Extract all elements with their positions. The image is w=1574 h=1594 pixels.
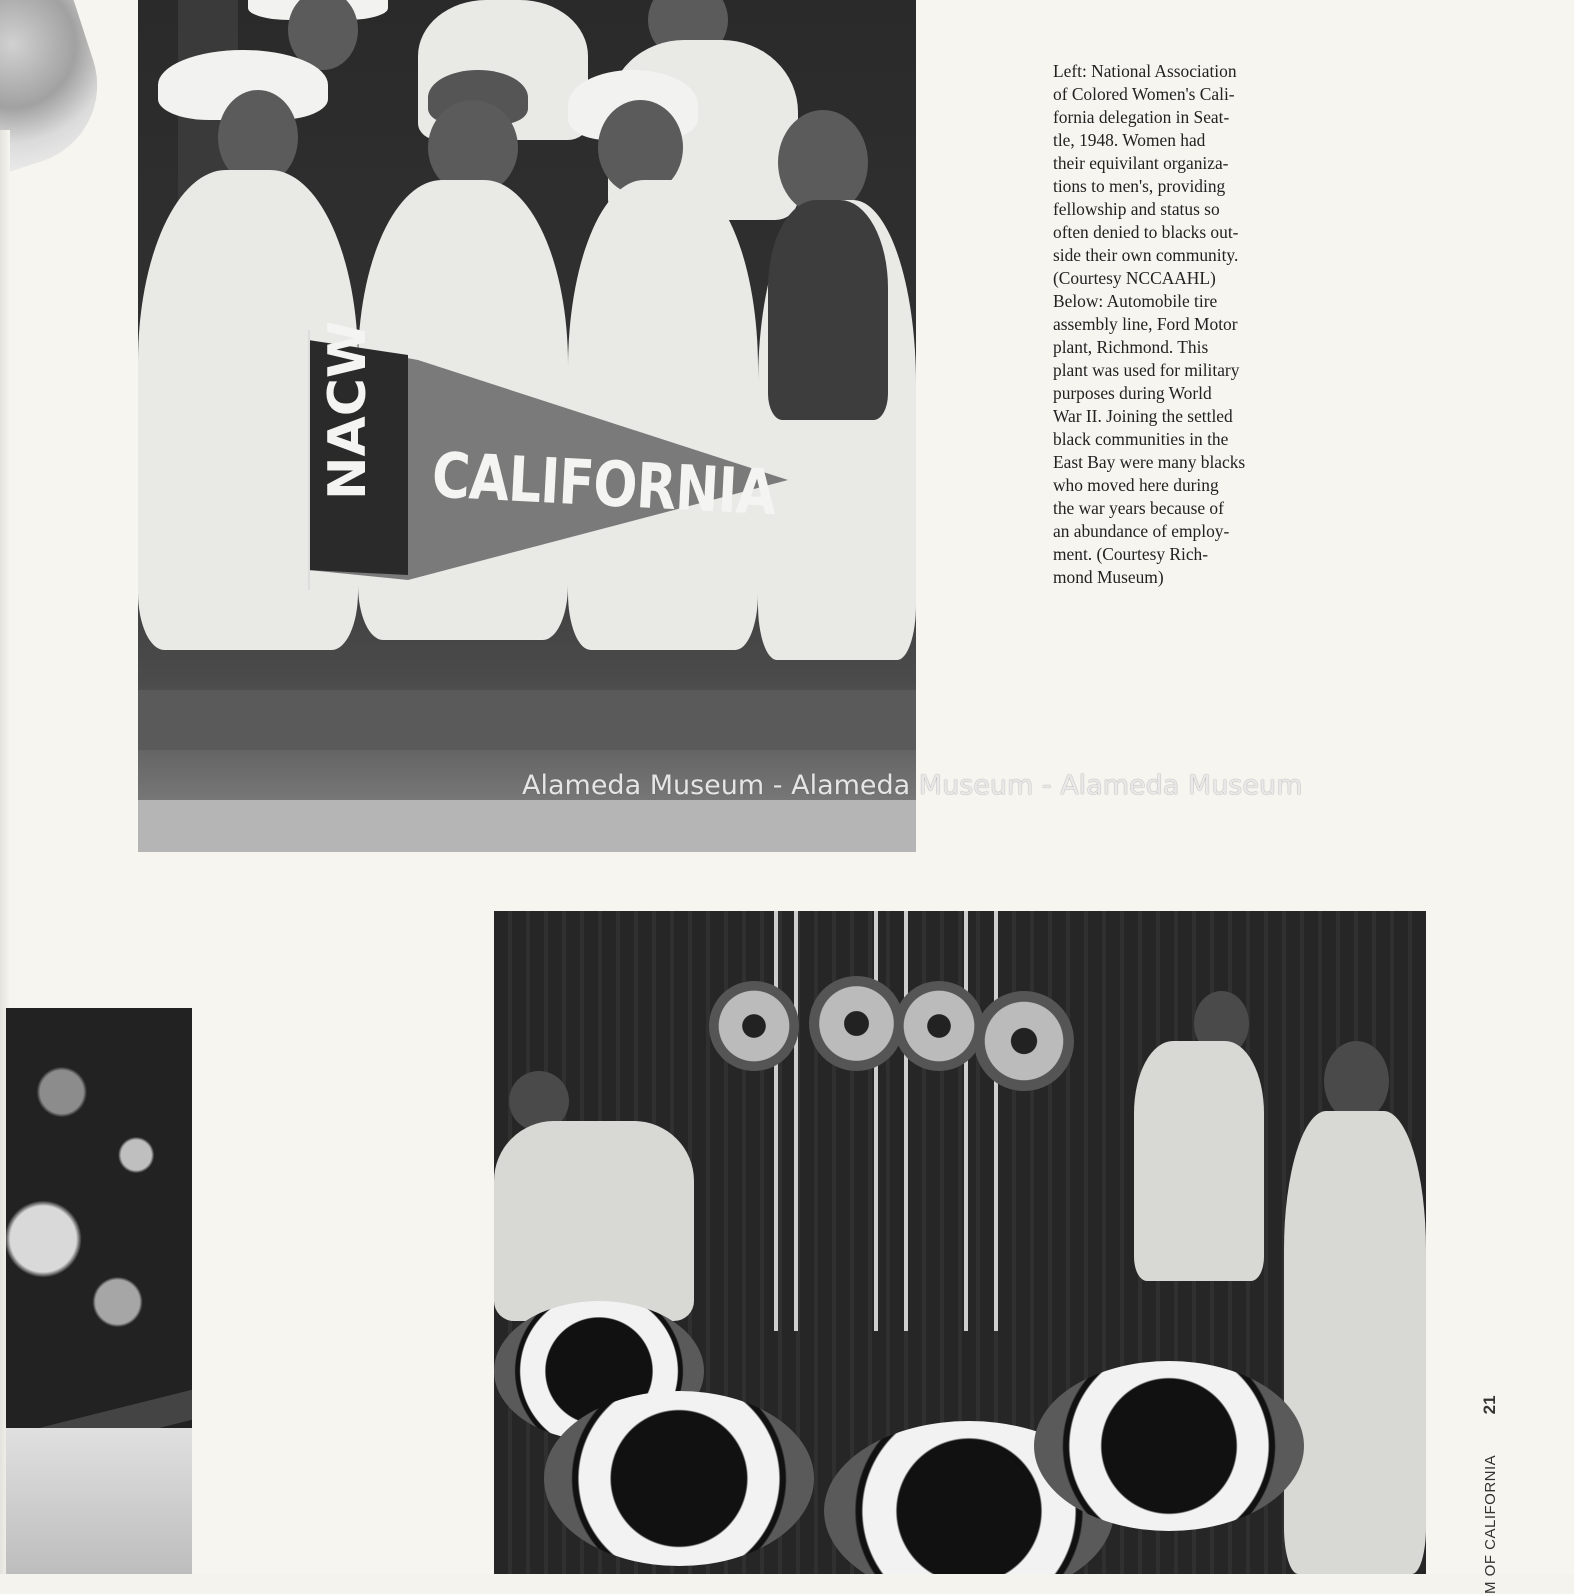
caption-line: East Bay were many blacks xyxy=(1053,452,1246,472)
worker xyxy=(1284,1111,1426,1574)
caption-line: their equivilant organiza- xyxy=(1053,153,1229,173)
caption-line: plant, Richmond. This xyxy=(1053,337,1209,357)
page-number: 21 xyxy=(1480,1395,1499,1415)
caption-line: plant was used for military xyxy=(1053,360,1240,380)
caption-line: War II. Joining the settled xyxy=(1053,406,1233,426)
caption-line: of Colored Women's Cali- xyxy=(1053,84,1235,104)
caption-line: assembly line, Ford Motor xyxy=(1053,314,1238,334)
caption-line: the war years because of xyxy=(1053,498,1224,518)
stair-step xyxy=(138,800,916,852)
pennant-side-label: NACW xyxy=(318,320,378,500)
photo-tire-assembly-line xyxy=(494,911,1426,1574)
caption-line: Left: National Association xyxy=(1053,61,1237,81)
rim xyxy=(974,991,1074,1091)
rim xyxy=(894,981,984,1071)
house-wall xyxy=(6,1428,192,1574)
caption-line: (Courtesy NCCAAHL) xyxy=(1053,268,1216,288)
worker xyxy=(1134,1041,1264,1281)
caption-line: black communities in the xyxy=(1053,429,1229,449)
caption-line: who moved here during xyxy=(1053,475,1219,495)
caption-line: tle, 1948. Women had xyxy=(1053,130,1206,150)
rim xyxy=(809,976,904,1071)
whitewall-tire xyxy=(1034,1361,1304,1531)
curled-page-corner xyxy=(0,0,118,174)
caption-line: an abundance of employ- xyxy=(1053,521,1230,541)
air-hose xyxy=(774,911,778,1331)
caption-line: ment. (Courtesy Rich- xyxy=(1053,544,1209,564)
caption-line: Below: Automobile tire xyxy=(1053,291,1218,311)
air-hose xyxy=(994,911,998,1331)
caption-line: mond Museum) xyxy=(1053,567,1164,587)
caption-line: purposes during World xyxy=(1053,383,1212,403)
caption-line: tions to men's, providing xyxy=(1053,176,1226,196)
photo-caption xyxy=(1053,60,1313,589)
caption-line: often denied to blacks out- xyxy=(1053,222,1239,242)
stair-step xyxy=(138,690,916,750)
caption-line: fellowship and status so xyxy=(1053,199,1220,219)
page-footer xyxy=(1480,1395,1500,1594)
watermark: Alameda Museum - Alameda Museum - Alameda Museum xyxy=(522,770,1303,801)
photo-tree-house xyxy=(6,1008,192,1574)
tree-foliage xyxy=(6,1008,192,1428)
worker-head xyxy=(1324,1041,1389,1121)
caption-line: side their own community. xyxy=(1053,245,1239,265)
running-head: M OF CALIFORNIA xyxy=(1482,1454,1499,1594)
pennant-label: CALIFORNIA xyxy=(430,440,778,530)
photo-womens-delegation xyxy=(138,0,916,852)
air-hose xyxy=(874,911,878,1331)
air-hose xyxy=(794,911,798,1331)
whitewall-tire xyxy=(544,1391,814,1566)
caption-line: fornia delegation in Seat- xyxy=(1053,107,1230,127)
air-hose xyxy=(964,911,968,1331)
rim xyxy=(709,981,799,1071)
worker xyxy=(494,1121,694,1321)
air-hose xyxy=(904,911,908,1331)
